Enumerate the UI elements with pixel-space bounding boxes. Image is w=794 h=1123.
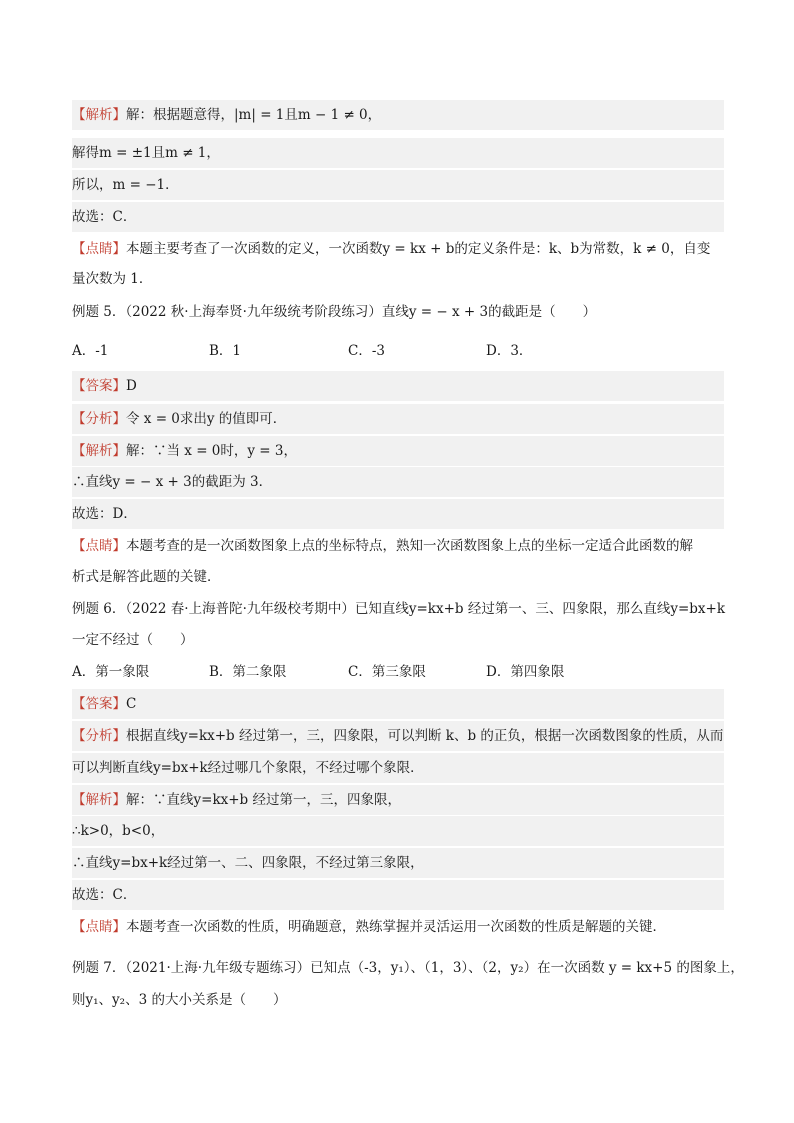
question-ex7-cont: 则y₁、y₂、3 的大小关系是（ ） — [72, 992, 287, 1008]
question-ex5: 例题 5．（2022 秋·上海奉贤·九年级统考阶段练习）直线y = − x + 3的截距是（ ） — [72, 304, 597, 320]
jiexi-tag: 【解析】 — [72, 792, 126, 808]
jiexi-text: 解：∵直线y=kx+b 经过第一，三，四象限， — [126, 792, 401, 808]
remark-tag: 【点睛】 — [72, 538, 126, 554]
solution-line — [72, 785, 724, 815]
answer-tag: 【答案】 — [72, 378, 126, 394]
answer-text: C — [126, 696, 137, 712]
jiexi-text: 解：∵当 x = 0时，y = 3， — [126, 443, 297, 459]
solution-line: ∴k>0，b<0， — [72, 816, 724, 846]
remark-tag: 【点睛】 — [72, 241, 126, 257]
analysis-line — [72, 100, 724, 130]
option-d: D．第四象限 — [486, 664, 565, 680]
remark-continuation: 析式是解答此题的关键． — [72, 569, 221, 585]
analysis-line — [72, 721, 724, 751]
remark-tag: 【点睛】 — [72, 919, 126, 935]
remark-text: 本题考查一次函数的性质，明确题意，熟练掌握并灵活运用一次函数的性质是解题的关键． — [126, 919, 666, 935]
remark-text: 本题主要考查了一次函数的定义，一次函数y = kx + b的定义条件是：k、b为常数，k ≠ 0，自变 — [126, 241, 711, 257]
option-b: B．第二象限 — [209, 664, 287, 680]
question-ex7: 例题 7．（2021·上海·九年级专题练习）已知点（-3，y₁）、（1，3）、（2，y₂）在一次函数 y = kx+5 的图象上， — [72, 960, 744, 976]
remark-text: 本题考查的是一次函数图象上点的坐标特点，熟知一次函数图象上点的坐标一定适合此函数的解 — [126, 538, 693, 554]
solution-line: ∴直线y = − x + 3的截距为 3． — [72, 467, 724, 497]
analysis-line — [72, 404, 724, 434]
question-ex6-cont: 一定不经过（ ） — [72, 632, 194, 648]
solution-line: 故选：C． — [72, 880, 724, 910]
options-ex5 — [72, 336, 724, 366]
analysis-text: 解：根据题意得，|m| = 1且m − 1 ≠ 0， — [126, 107, 382, 123]
answer-text: D — [126, 378, 137, 394]
option-c: C．第三象限 — [348, 664, 426, 680]
answer-line — [72, 689, 724, 719]
option-d: D．3． — [486, 343, 533, 359]
solution-line: 所以，m = −1． — [72, 170, 724, 200]
fenxi-tag: 【分析】 — [72, 728, 126, 744]
question-ex6: 例题 6．（2022 春·上海普陀·九年级校考期中）已知直线y=kx+b 经过第一、三、四象限，那么直线y=bx+k — [72, 601, 726, 617]
remark-line — [72, 912, 724, 942]
remark-line — [72, 234, 724, 264]
option-a: A．-1 — [72, 343, 109, 359]
fenxi-text: 根据直线y=kx+b 经过第一，三，四象限，可以判断 k、b 的正负，根据一次函数图象的性质，从而 — [126, 728, 724, 744]
fenxi-tag: 【分析】 — [72, 411, 126, 427]
option-a: A．第一象限 — [72, 664, 150, 680]
solution-line: 解得m = ±1且m ≠ 1， — [72, 138, 724, 168]
answer-tag: 【答案】 — [72, 696, 126, 712]
analysis-continuation: 可以判断直线y=bx+k经过哪几个象限，不经过哪个象限． — [72, 753, 724, 783]
remark-continuation: 量次数为 1． — [72, 271, 153, 287]
solution-line: 故选：D． — [72, 499, 724, 529]
remark-line — [72, 531, 724, 561]
fenxi-text: 令 x = 0求出y 的值即可． — [126, 411, 287, 427]
option-b: B．1 — [209, 343, 242, 359]
solution-line: 故选：C． — [72, 202, 724, 232]
options-ex6 — [72, 657, 724, 687]
solution-line — [72, 436, 724, 466]
analysis-tag: 【解析】 — [72, 107, 126, 123]
solution-line: ∴直线y=bx+k经过第一、二、四象限，不经过第三象限， — [72, 848, 724, 878]
jiexi-tag: 【解析】 — [72, 443, 126, 459]
answer-line — [72, 371, 724, 401]
option-c: C．-3 — [348, 343, 385, 359]
